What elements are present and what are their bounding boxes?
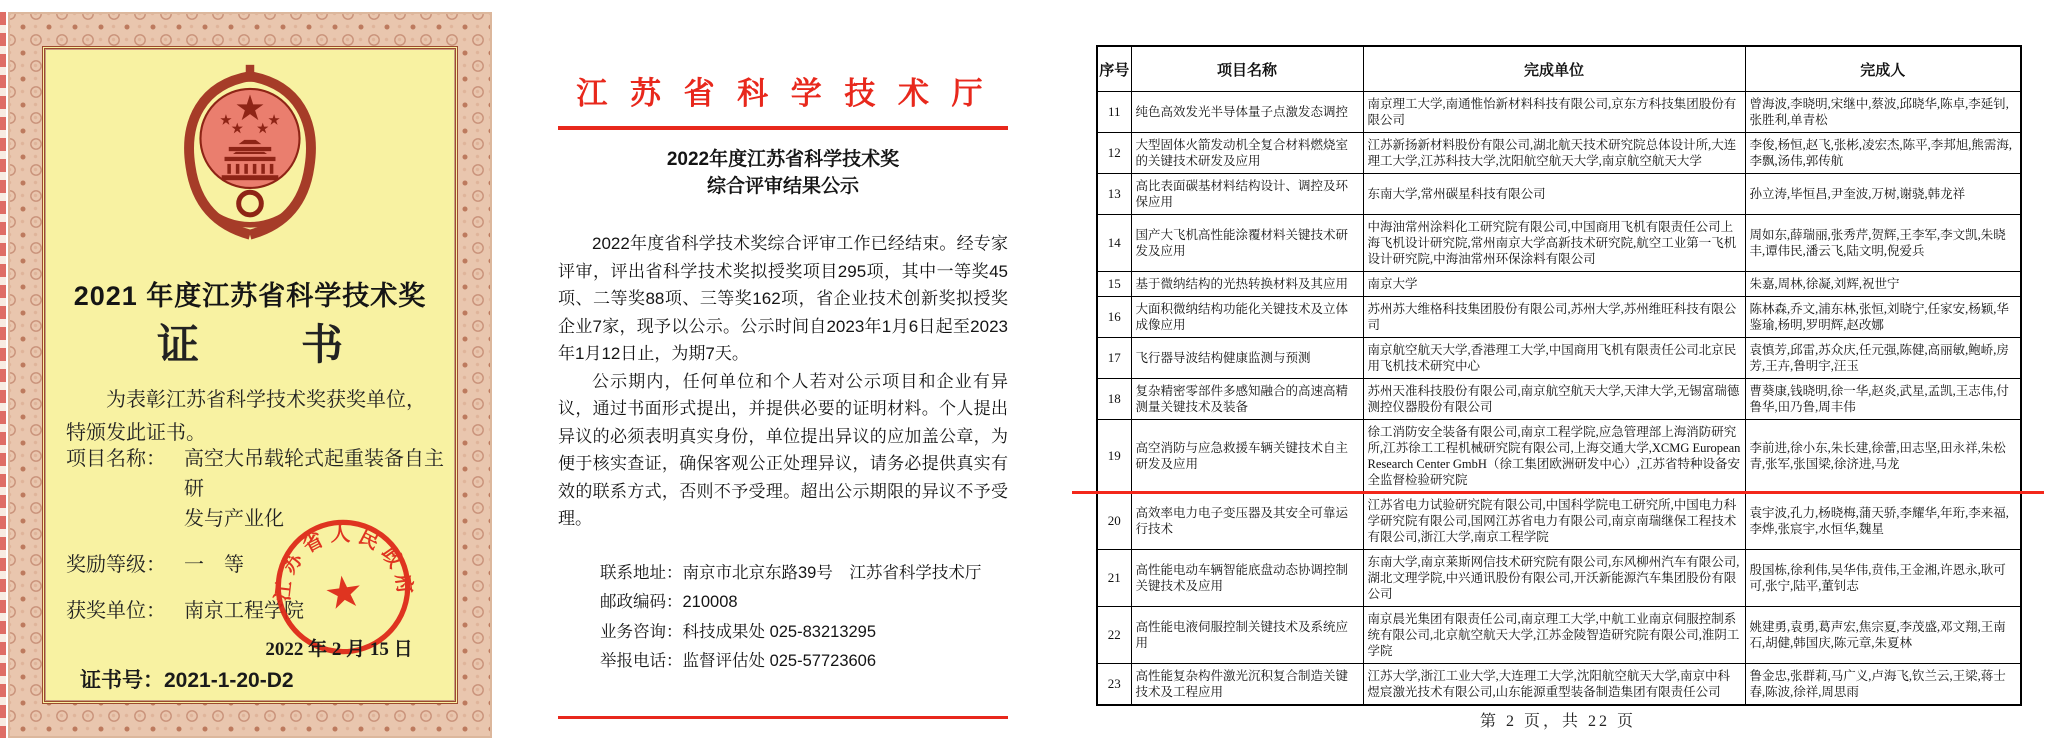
cell-completers: 李俊,杨恒,赵飞,张彬,凌宏杰,陈平,李邦旭,熊需海,李飘,汤伟,郭传航	[1745, 133, 2021, 174]
cell-completers: 曾海波,李晓明,宋继中,蔡波,邱晓华,陈卓,李延钊,张胜利,单青松	[1745, 92, 2021, 133]
cell-completing-units: 徐工消防安全装备有限公司,南京工程学院,应急管理部上海消防研究所,江苏徐工工程机械研究院有限公司,上海交通大学,XCMG European Research Center GmbH（徐工集团欧洲研发中心）,江苏省特种设备安全监督检验研究院	[1363, 420, 1745, 493]
cell-serial-number: 18	[1097, 379, 1131, 420]
document-body	[558, 230, 1008, 533]
cell-serial-number: 14	[1097, 215, 1131, 272]
award-grade-value: 一 等	[184, 554, 244, 576]
cell-project-name: 飞行器导波结构健康监测与预测	[1131, 338, 1363, 379]
project-name-label: 项目名称：	[66, 448, 166, 470]
scan-edge-artifact	[0, 12, 6, 738]
certificate-title: 2021 年度江苏省科学技术奖	[73, 281, 427, 311]
project-name-line1: 高空大吊载轮式起重装备自主研	[184, 448, 444, 500]
table-row	[1097, 92, 2021, 133]
cell-completing-units: 南京理工大学,南通惟怡新材料科技有限公司,京东方科技集团股份有限公司	[1363, 92, 1745, 133]
certificate-body-text: 为表彰江苏省科学技术奖获奖单位，特颁发此证书。	[66, 389, 426, 444]
cell-serial-number: 22	[1097, 607, 1131, 664]
cell-serial-number: 19	[1097, 420, 1131, 493]
seal-text: 江苏省人民政府	[271, 523, 417, 603]
paragraph-1: 2022年度省科学技术奖综合评审工作已经结束。经专家评审，评出省科学技术奖拟授奖项目295项，其中一等奖45项、二等奖88项、三等奖162项，省企业技术创新奖拟授奖企业7家，现予以公示。公示时间自2023年1月6日起至2023年1月12日止，为期7天。	[558, 234, 1008, 363]
header-completing-units: 完成单位	[1363, 46, 1745, 92]
contact-business-phone-value: 科技成果处 025-83213295	[682, 622, 877, 641]
cell-completing-units: 苏州天准科技股份有限公司,南京航空航天大学,天津大学,无锡富瑞德测控仪器股份有限公司	[1363, 379, 1745, 420]
cell-completers: 朱嘉,周林,徐凝,刘辉,祝世宁	[1745, 272, 2021, 297]
header-completers: 完成人	[1745, 46, 2021, 92]
cell-completing-units: 江苏省电力试验研究院有限公司,中国科学院电工研究所,中国电力科学研究院有限公司,国网江苏省电力有限公司,南京南瑞继保工程技术有限公司,浙江大学,南京工程学院	[1363, 493, 1745, 550]
cell-completers: 袁宇波,孔力,杨晓梅,蒲天骄,李耀华,年珩,李来福,李烨,张宸宇,水恒华,魏星	[1745, 493, 2021, 550]
certificate-number	[80, 664, 294, 694]
cell-completing-units: 苏州苏大维格科技集团股份有限公司,苏州大学,苏州维旺科技有限公司	[1363, 297, 1745, 338]
table-row	[1097, 420, 2021, 493]
cell-completing-units: 南京晨光集团有限责任公司,南京理工大学,中航工业南京伺服控制系统有限公司,北京航空航天大学,江苏金陵智造研究院有限公司,淮阴工学院	[1363, 607, 1745, 664]
contact-block	[600, 559, 1008, 677]
award-grade-label: 奖励等级：	[66, 554, 166, 576]
cell-completing-units: 中海油常州涂料化工研究院有限公司,中国商用飞机有限责任公司上海飞机设计研究院,常州南京大学高新技术研究院,航空工业第一飞机设计研究院,中海油常州环保涂料有限公司	[1363, 215, 1745, 272]
cell-serial-number: 20	[1097, 493, 1131, 550]
table-row	[1097, 215, 2021, 272]
cell-completers: 袁慎芳,邱雷,苏众庆,任元强,陈健,高丽敏,鲍峤,房芳,王卉,鲁明宇,汪玉	[1745, 338, 2021, 379]
contact-business-phone	[600, 618, 1008, 648]
cell-completers: 殷国栋,徐利伟,吴华伟,贲伟,王金湘,许恩永,耿可可,张宁,陆平,董钊志	[1745, 550, 2021, 607]
contact-postcode-value: 210008	[682, 593, 738, 611]
table-row	[1097, 338, 2021, 379]
contact-address-label: 联系地址：	[600, 563, 683, 582]
contact-report-phone	[600, 647, 1008, 677]
document-heading-line2: 综合评审结果公示	[706, 176, 859, 197]
contact-address	[600, 559, 1008, 589]
cell-completing-units: 南京航空航天大学,香港理工大学,中国商用飞机有限责任公司北京民用飞机技术研究中心	[1363, 338, 1745, 379]
seal-date: 2022 年 2 月 15 日	[265, 639, 413, 660]
cell-completing-units: 东南大学,南京莱斯网信技术研究院有限公司,东风柳州汽车有限公司,湖北文理学院,中兴通讯股份有限公司,开沃新能源汽车集团股份有限公司	[1363, 550, 1745, 607]
cell-project-name: 高效率电力电子变压器及其安全可靠运行技术	[1131, 493, 1363, 550]
cell-project-name: 纯色高效发光半导体量子点激发态调控	[1131, 92, 1363, 133]
red-bottom-rule	[558, 716, 1008, 719]
cell-project-name: 高性能电液伺服控制关键技术及系统应用	[1131, 607, 1363, 664]
cell-project-name: 大型固体火箭发动机全复合材料燃烧室的关键技术研发及应用	[1131, 133, 1363, 174]
national-emblem-icon	[164, 62, 336, 246]
winner-unit-value: 南京工程学院	[184, 600, 304, 622]
contact-business-phone-label: 业务咨询：	[600, 622, 683, 641]
cell-completers: 李前进,徐小东,朱长建,徐蕾,田志坚,田永祥,朱松青,张军,张国梁,徐济进,马龙	[1745, 420, 2021, 493]
red-title-rule	[558, 126, 1008, 130]
cell-completers: 周如东,薛瑞丽,张秀芹,贺辉,王李军,李文凯,朱晓丰,谭伟民,潘云飞,陆文明,倪爱兵	[1745, 215, 2021, 272]
cell-completers: 姚建勇,袁勇,葛声宏,焦宗夏,李茂盛,邓文翔,王南石,胡健,韩国庆,陈元章,朱夏林	[1745, 607, 2021, 664]
cell-project-name: 高性能电动车辆智能底盘动态协调控制关键技术及应用	[1131, 550, 1363, 607]
cell-project-name: 高空消防与应急救援车辆关键技术自主研发及应用	[1131, 420, 1363, 493]
cell-completing-units: 江苏大学,浙江工业大学,大连理工大学,沈阳航空航天大学,南京中科煜宸激光技术有限公司,山东能源重型装备制造集团有限责任公司	[1363, 664, 1745, 706]
award-certificate	[8, 12, 492, 738]
cell-serial-number: 15	[1097, 272, 1131, 297]
paragraph-2: 公示期内，任何单位和个人若对公示项目和企业有异议，通过书面形式提出，并提供必要的证明材料。个人提出异议的必须表明真实身份，单位提出异议的应加盖公章，为便于核实查证，确保客观公正处理异议，请务必提供真实有效的联系方式，否则不予受理。超出公示期限的异议不予受理。	[558, 371, 1008, 528]
table-row	[1097, 664, 2021, 706]
table-header-row	[1097, 46, 2021, 92]
header-project-name: 项目名称	[1131, 46, 1363, 92]
cell-completers: 孙立涛,毕恒昌,尹奎波,万树,谢骁,韩龙祥	[1745, 174, 2021, 215]
agency-title: 江 苏 省 科 学 技 术 厅	[576, 76, 990, 111]
cell-serial-number: 16	[1097, 297, 1131, 338]
cell-serial-number: 11	[1097, 92, 1131, 133]
project-name-line2: 发与产业化	[184, 508, 284, 530]
table-row	[1097, 379, 2021, 420]
page-number-footer: 第 2 页，共 22 页	[1479, 713, 1636, 730]
contact-postcode-label: 邮政编码：	[600, 593, 683, 611]
table-row	[1097, 174, 2021, 215]
certificate-word: 证 书	[156, 323, 373, 369]
table-row	[1097, 493, 2021, 550]
cell-serial-number: 23	[1097, 664, 1131, 706]
announcement-document	[558, 0, 1008, 749]
table-row	[1097, 297, 2021, 338]
cell-completers: 陈林森,乔文,浦东林,张恒,刘晓宁,任家安,杨颖,华鉴瑜,杨明,罗明辉,赵改娜	[1745, 297, 2021, 338]
contact-postcode	[600, 588, 1008, 618]
red-annotation-underline	[1072, 491, 2044, 494]
cell-completers: 鲁金忠,张群莉,马广义,卢海飞,钦兰云,王梁,蒋士春,陈波,徐祥,周思雨	[1745, 664, 2021, 706]
contact-report-phone-label: 举报电话：	[600, 652, 683, 670]
winner-unit-label: 获奖单位：	[66, 600, 166, 622]
results-table	[1096, 45, 2022, 706]
cell-serial-number: 21	[1097, 550, 1131, 607]
cell-project-name: 高性能复杂构件激光沉积复合制造关键技术及工程应用	[1131, 664, 1363, 706]
document-heading	[558, 146, 1008, 200]
cell-completers: 曹葵康,钱晓明,徐一华,赵炎,武星,孟凯,王志伟,付鲁华,田乃鲁,周丰伟	[1745, 379, 2021, 420]
table-row	[1097, 607, 2021, 664]
cell-serial-number: 13	[1097, 174, 1131, 215]
cell-project-name: 国产大飞机高性能涂覆材料关键技术研发及应用	[1131, 215, 1363, 272]
table-row	[1097, 133, 2021, 174]
cell-project-name: 复杂精密零部件多感知融合的高速高精测量关键技术及装备	[1131, 379, 1363, 420]
certificate-number-label: 证书号：	[80, 669, 164, 692]
cell-serial-number: 17	[1097, 338, 1131, 379]
cell-completing-units: 东南大学,常州碳星科技有限公司	[1363, 174, 1745, 215]
results-table-panel	[1096, 45, 2020, 706]
cell-serial-number: 12	[1097, 133, 1131, 174]
table-row	[1097, 550, 2021, 607]
certificate-number-value: 2021-1-20-D2	[164, 669, 294, 692]
cell-completing-units: 南京大学	[1363, 272, 1745, 297]
cell-project-name: 大面积微纳结构功能化关键技术及立体成像应用	[1131, 297, 1363, 338]
cell-completing-units: 江苏新扬新材料股份有限公司,湖北航天技术研究院总体设计所,大连理工大学,江苏科技大学,沈阳航空航天大学,南京航空航天大学	[1363, 133, 1745, 174]
cell-project-name: 高比表面碳基材料结构设计、调控及环保应用	[1131, 174, 1363, 215]
cell-project-name: 基于微纳结构的光热转换材料及其应用	[1131, 272, 1363, 297]
contact-address-value: 南京市北京东路39号 江苏省科学技术厅	[682, 563, 982, 582]
contact-report-phone-value: 监督评估处 025-57723606	[682, 652, 877, 670]
document-heading-line1: 2022年度江苏省科学技术奖	[666, 149, 900, 170]
header-serial-number: 序号	[1097, 46, 1131, 92]
table-row	[1097, 272, 2021, 297]
